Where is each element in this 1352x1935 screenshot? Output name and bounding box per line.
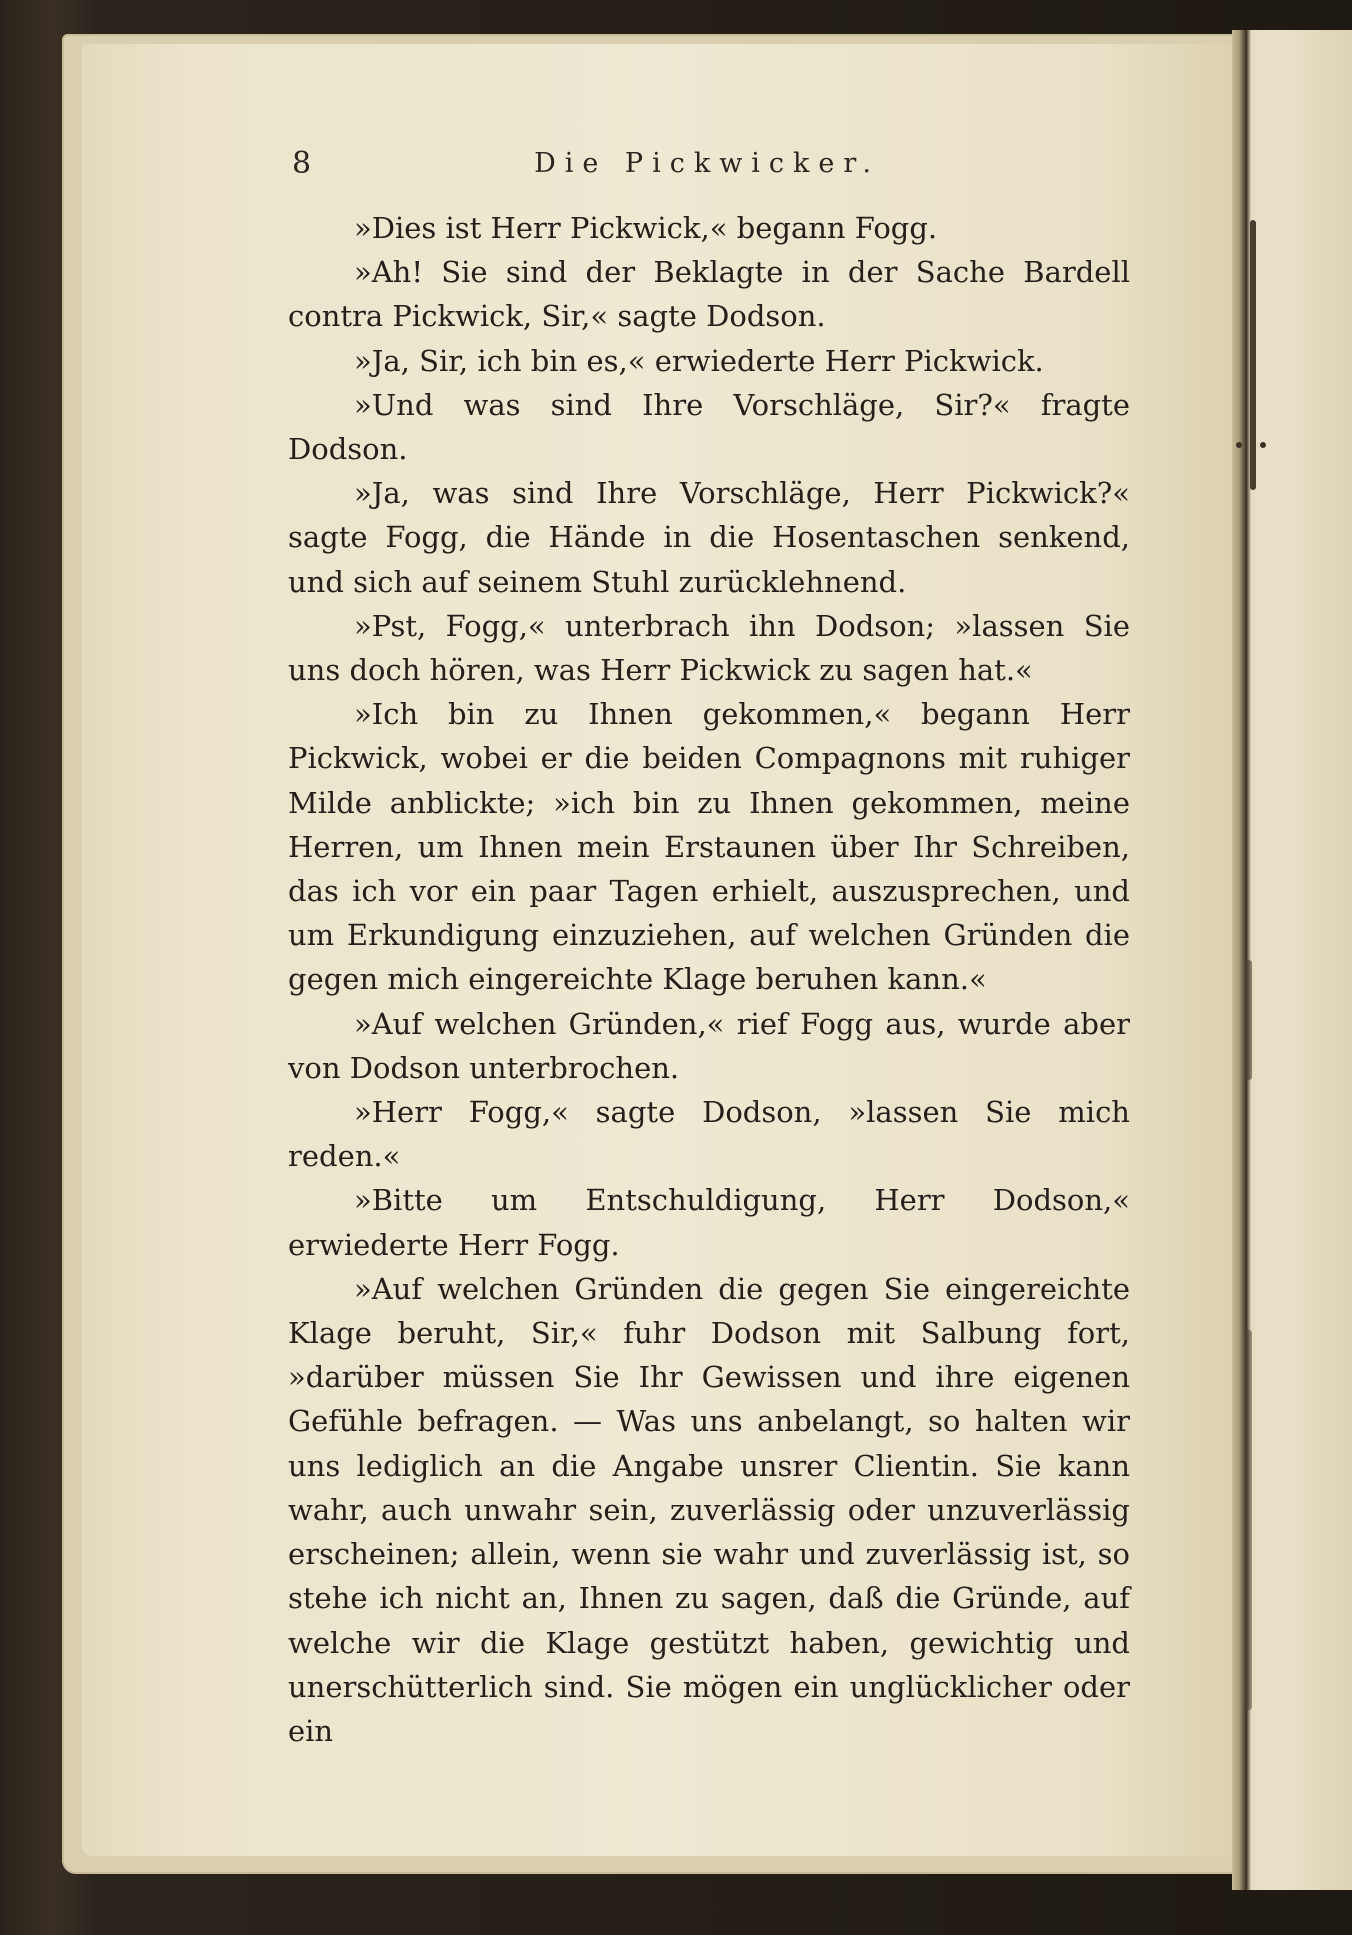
page-header	[292, 146, 1122, 192]
paragraph: »Auf welchen Gründen die gegen Sie eingereichte Klage beruht, Sir,« fuhr Dodson mit Salbung fort, »darüber müssen Sie Ihr Gewissen und ihre eigenen Gefühle befragen. — Was uns anbelangt, so halten wir uns lediglich an die Angabe unsrer Clientin. Sie kann wahr, auch unwahr sein, zuverlässig oder unzuverlässig erscheinen; allein, wenn sie wahr und zuverlässig ist, so stehe ich nicht an, Ihnen zu sagen, daß die Gründe, auf welche wir die Klage gestützt haben, gewichtig und unerschütterlich sind. Sie mögen ein unglücklicher oder ein	[288, 1271, 1130, 1748]
paragraph: »Auf welchen Gründen,« rief Fogg aus, wurde aber von Dodson unterbrochen.	[288, 1006, 1130, 1085]
paragraph: »Ich bin zu Ihnen gekommen,« begann Herr Pickwick, wobei er die beiden Compagnons mit ruhiger Milde anblickte; »ich bin zu Ihnen gekommen, meine Herren, um Ihnen mein Erstaunen über Ihr Schreiben, das ich vor ein paar Tagen erhielt, auszusprechen, und um Erkundigung einzuziehen, auf welchen Gründen die gegen mich eingereichte Klage beruhen kann.«	[288, 697, 1130, 997]
book-gutter	[1232, 30, 1352, 1890]
binding-thread	[1250, 220, 1256, 490]
paragraph: »Und was sind Ihre Vorschläge, Sir?« fragte Dodson.	[288, 387, 1130, 467]
paragraph: »Ja, was sind Ihre Vorschläge, Herr Pickwick?« sagte Fogg, die Hände in die Hosentaschen senkend, und sich auf seinem Stuhl zurücklehnend.	[288, 476, 1130, 599]
running-head: Die Pickwicker.	[534, 148, 880, 179]
paragraph: »Ja, Sir, ich bin es,« erwiederte Herr Pickwick.	[354, 343, 1044, 378]
paragraph: »Bitte um Entschuldigung, Herr Dodson,« erwiederte Herr Fogg.	[288, 1183, 1130, 1262]
paragraph: »Pst, Fogg,« unterbrach ihn Dodson; »lassen Sie uns doch hören, was Herr Pickwick zu sagen hat.«	[288, 608, 1130, 688]
binding-thread	[1246, 960, 1252, 1080]
page-number: 8	[292, 146, 312, 181]
body-text	[288, 206, 1130, 1753]
paragraph: »Herr Fogg,« sagte Dodson, »lassen Sie mich reden.«	[288, 1095, 1130, 1174]
binding-hole	[1260, 442, 1266, 448]
paragraph: »Dies ist Herr Pickwick,« begann Fogg.	[354, 211, 938, 245]
binding-hole	[1236, 442, 1242, 448]
binding-thread	[1246, 1330, 1252, 1710]
paragraph: »Ah! Sie sind der Beklagte in der Sache Bardell contra Pickwick, Sir,« sagte Dodson.	[288, 255, 1130, 334]
